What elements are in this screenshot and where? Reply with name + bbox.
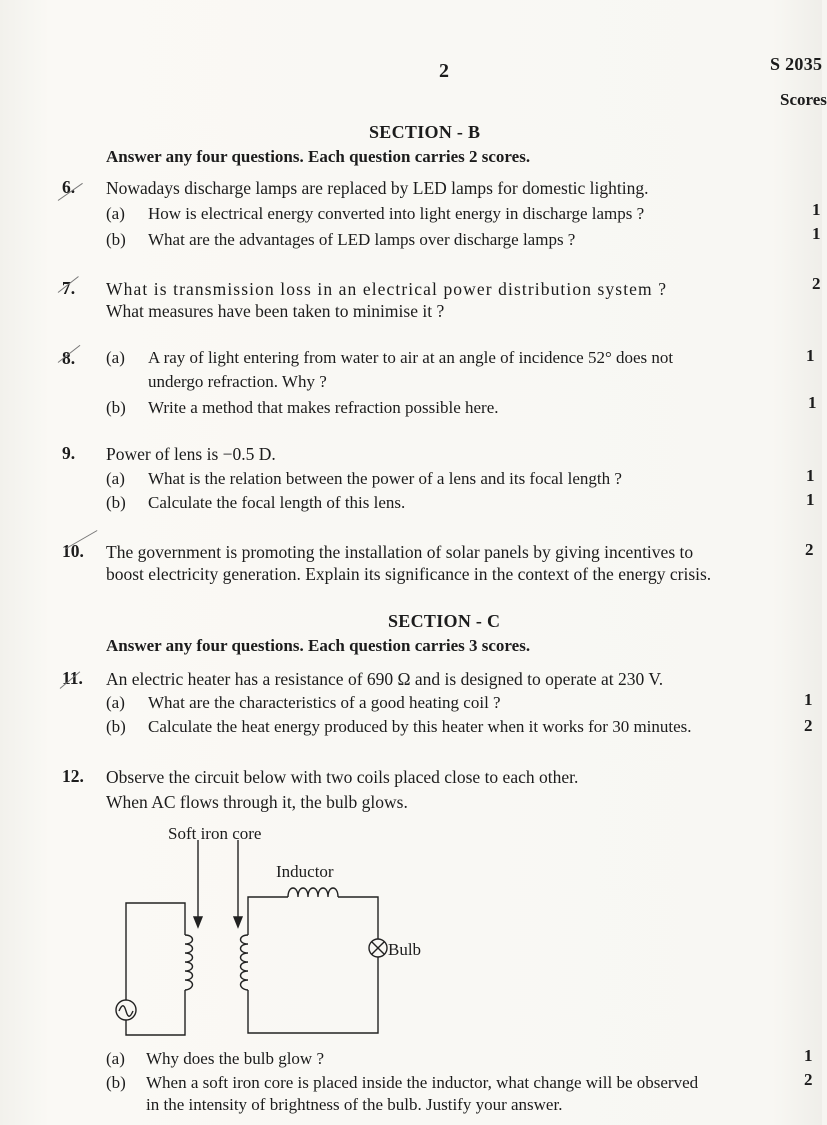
secondary-coil [241,935,249,990]
inductor-label: Inductor [276,862,334,881]
part-text: Write a method that makes refraction possible here. [148,398,499,417]
part-text: Calculate the focal length of this lens. [148,493,406,512]
question-stem: Nowadays discharge lamps are replaced by LED lamps for domestic lighting. [106,178,649,198]
score: 1 [806,346,815,365]
part-text: Why does the bulb glow ? [146,1049,324,1068]
part-label: (a) [106,348,125,367]
question-stem: What is transmission loss in an electrical power distribution system ? [106,279,668,299]
part-text: A ray of light entering from water to air at an angle of incidence 52° does not [148,348,674,367]
part-text: Calculate the heat energy produced by this heater when it works for 30 minutes. [148,717,692,736]
part-text-continued: in the intensity of brightness of the bulb. Justify your answer. [146,1095,563,1114]
score: 2 [812,274,821,293]
question-number: 7. [62,278,76,298]
question-stem: Power of lens is −0.5 D. [106,444,276,464]
score: 1 [808,393,817,412]
part-label: (a) [106,1049,125,1068]
part-label: (a) [106,204,125,223]
question-number: 8. [62,348,76,368]
question-number: 12. [62,766,84,786]
score: 2 [804,716,813,735]
part-text: When a soft iron core is placed inside the inductor, what change will be observed [146,1073,699,1092]
score: 1 [806,490,815,509]
transformer-circuit-diagram [100,845,400,1045]
part-label: (a) [106,693,125,712]
question-number: 6. [62,177,76,197]
part-text: How is electrical energy converted into light energy in discharge lamps ? [148,204,645,223]
secondary-circuit-wire-right [338,897,378,939]
part-label: (b) [106,717,126,736]
bulb-label: Bulb [388,940,422,959]
part-text: What is the relation between the power of a lens and its focal length ? [148,469,622,488]
score: 1 [812,200,821,219]
question-stem: Observe the circuit below with two coils placed close to each other. [106,767,579,787]
question-stem-continued: When AC flows through it, the bulb glows. [106,792,408,812]
score: 1 [804,1046,813,1065]
scores-column-header: Scores [780,90,827,109]
score: 1 [804,690,813,709]
section-c-title: SECTION - C [388,611,501,631]
question-number: 10. [62,541,84,561]
section-b-title: SECTION - B [369,122,481,142]
paper-code: S 2035 [770,54,823,74]
part-label: (b) [106,1073,126,1092]
part-label: (b) [106,230,126,249]
score: 1 [806,466,815,485]
page-number: 2 [439,60,449,82]
primary-coil [185,935,193,990]
question-number: 11. [62,668,83,688]
question-stem: The government is promoting the installation of solar panels by giving incentives to [106,542,694,562]
question-stem-continued: What measures have been taken to minimise it ? [106,301,445,321]
question-number: 9. [62,443,76,463]
question-stem: An electric heater has a resistance of 690 Ω and is designed to operate at 230 V. [106,669,664,689]
part-label: (b) [106,398,126,417]
soft-iron-core-label: Soft iron core [168,824,262,843]
inductor-coil [288,888,338,897]
part-text: What are the characteristics of a good heating coil ? [148,693,501,712]
part-label: (b) [106,493,126,512]
score: 2 [805,540,814,559]
part-text-continued: undergo refraction. Why ? [148,372,327,391]
part-label: (a) [106,469,125,488]
question-stem-continued: boost electricity generation. Explain its significance in the context of the energy crisis. [106,564,712,584]
secondary-circuit-wire-return [248,957,378,1033]
section-c-instruction: Answer any four questions. Each question carries 3 scores. [106,636,531,655]
score: 1 [812,224,821,243]
part-text: What are the advantages of LED lamps over discharge lamps ? [148,230,576,249]
score: 2 [804,1070,813,1089]
secondary-circuit-wire [248,897,288,935]
section-b-instruction: Answer any four questions. Each question carries 2 scores. [106,147,531,166]
